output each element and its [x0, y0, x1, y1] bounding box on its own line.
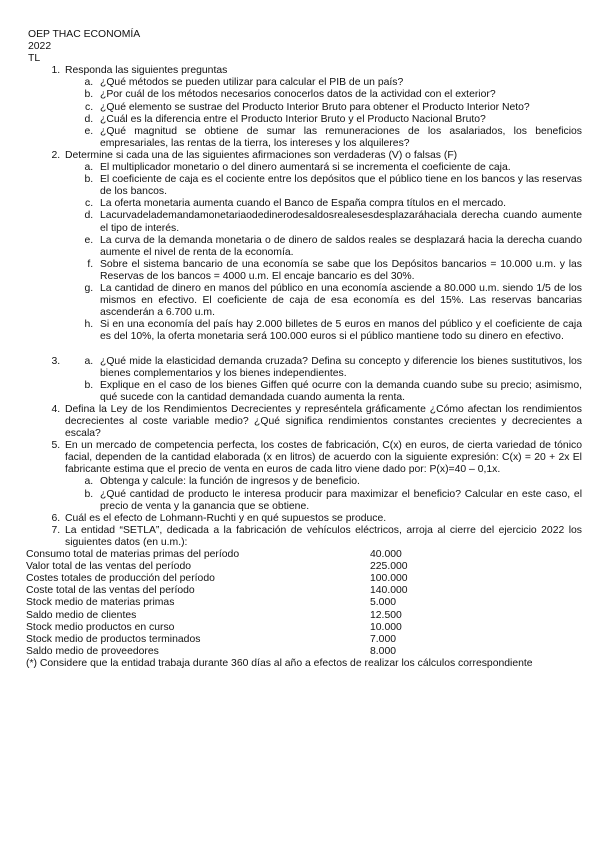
table-row — [26, 561, 408, 573]
question-4: 4. Defina la Ley de los Rendimientos Decrecientes y represéntela gráficamente ¿Cómo afectan los rendimientos decrecientes al coste variable medio? ¿Qué significa rendimientos constantes crecientes y decrecientes a escala? — [63, 404, 582, 440]
q5-item-a: a. Obtenga y calcule: la función de ingresos y de beneficio. — [96, 476, 582, 488]
row-label: Valor total de las ventas del período — [26, 561, 192, 573]
question-3 — [63, 343, 582, 403]
question-5-text: 5. En un mercado de competencia perfecta, los costes de fabricación, C(x) en euros, de cierta variedad de tónico facial, dependen de la cantidad elaborada (x en litros) de acuerdo con la siguiente expresión: C(x) = 20 + 2x El fabricante estima que el precio de venta en euros de cada litro viene dado por: P(x)=40 – 0,1x. — [65, 440, 582, 476]
row-label: Stock medio de materias primas — [26, 597, 175, 609]
question-2-subitems — [65, 162, 582, 343]
q2-item-d: d. Lacurvadelademandamonetariaodedinerodesaldosrealesesdesplazaráhaciala derecha cuando aumente el tipo de interés. — [96, 210, 582, 234]
q2-item-b: b. El coeficiente de caja es el cociente entre los depósitos que el público tiene en los bancos y las reservas de los bancos. — [96, 174, 582, 198]
question-1-subitems — [65, 77, 582, 150]
row-label: Saldo medio de clientes — [26, 609, 137, 621]
q2-item-e: e. La curva de la demanda monetaria o de dinero de saldos reales se desplazará hacia la derecha cuando aumente el nivel de renta de la economía. — [96, 235, 582, 259]
header-year: 2022 — [28, 41, 52, 53]
header-code: TL — [28, 53, 41, 65]
footnote: (*) Considere que la entidad trabaja durante 360 días al año a efectos de realizar los cálculos correspondiente — [26, 657, 533, 669]
q2-item-f: f. Sobre el sistema bancario de una economía se sabe que los Depósitos bancarios = 10.000 u.m. y las Reservas de los bancos = 4000 u.m. El encaje bancario es del 30%. — [96, 259, 582, 283]
q1-item-d: d. ¿Cuál es la diferencia entre el Producto Interior Bruto y el Producto Nacional Bruto? — [96, 114, 582, 126]
q3-item-b: b. Explique en el caso de los bienes Giffen qué ocurre con la demanda cuando sube su precio; asimismo, qué sucede con la cantidad demandada cuando aumenta la renta. — [96, 380, 582, 404]
table-row — [26, 610, 408, 622]
question-1-text: Responda las siguientes preguntas — [65, 65, 228, 77]
row-label: Saldo medio de proveedores — [26, 645, 159, 657]
row-value: 8.000 — [370, 645, 397, 657]
q1-item-a: a. ¿Qué métodos se pueden utilizar para calcular el PIB de un país? — [96, 77, 582, 89]
row-value: 225.000 — [370, 561, 408, 573]
table-row — [26, 573, 408, 585]
row-value: 40.000 — [370, 549, 402, 561]
row-label: Consumo total de materias primas del período — [26, 549, 240, 561]
table-row — [26, 597, 408, 609]
q1-item-e: e. ¿Qué magnitud se obtiene de sumar las remuneraciones de los asalariados, los beneficios empresariales, las rentas de la tierra, los intereses y los alquileres? — [96, 126, 582, 150]
q1-item-c: c. ¿Qué elemento se sustrae del Producto Interior Bruto para obtener el Producto Interior Neto? — [96, 102, 582, 114]
q2-item-h: h. Si en una economía del país hay 2.000 billetes de 5 euros en manos del público y el coeficiente de caja es del 10%, la oferta monetaria será 100.000 euros si el público mantiene todo su dinero en efectivo. — [96, 319, 582, 343]
q2-item-g: g. La cantidad de dinero en manos del público en una economía asciende a 80.000 u.m. siendo 1/5 de los mismos en efectivo. El coeficiente de caja de esa economía es del 15%. Las reservas bancarias ascenderán a 6.700 u.m. — [96, 283, 582, 319]
row-value: 140.000 — [370, 585, 408, 597]
row-label: Costes totales de producción del período — [26, 573, 215, 585]
question-6: 6. Cuál es el efecto de Lohmann-Ruchti y en qué supuestos se produce. — [63, 513, 582, 525]
q3-item-a: a. 3. ¿Qué mide la elasticidad demanda cruzada? Defina su concepto y diferencie los bienes sustitutivos, los bienes complementarios y los bienes independientes. — [96, 356, 582, 380]
question-3-subitems — [65, 356, 582, 404]
question-5 — [63, 440, 582, 513]
question-5-subitems — [65, 476, 582, 512]
row-value: 5.000 — [370, 597, 397, 609]
row-value: 12.500 — [370, 609, 402, 621]
row-value: 7.000 — [370, 633, 397, 645]
table-row — [26, 585, 408, 597]
question-2-text: Determine si cada una de las siguientes afirmaciones son verdaderas (V) o falsas (F) — [65, 149, 458, 161]
row-label: Coste total de las ventas del período — [26, 585, 195, 597]
q1-item-b: b. ¿Por cuál de los métodos necesarios conocerlos datos de la actividad con el exterior? — [96, 89, 582, 101]
question-2 — [63, 150, 582, 344]
table-row — [26, 646, 408, 658]
table-row — [26, 622, 408, 634]
row-label: Stock medio de productos terminados — [26, 633, 201, 645]
q5-item-b: b. ¿Qué cantidad de producto le interesa producir para maximizar el beneficio? Calcular en este caso, el precio de venta y la ganancia que se obtiene. — [96, 489, 582, 513]
table-row — [26, 549, 408, 561]
question-1 — [63, 65, 582, 150]
table-row — [26, 634, 408, 646]
question-7: 7. La entidad “SETLA”, dedicada a la fabricación de vehículos eléctricos, arroja al cierre del ejercicio 2022 los siguientes datos (en u.m.): — [63, 525, 582, 549]
header-title: OEP THAC ECONOMÍA — [28, 29, 141, 40]
q2-item-c: c. La oferta monetaria aumenta cuando el Banco de España compra títulos en el mercado. — [96, 198, 582, 210]
row-label: Stock medio productos en curso — [26, 621, 175, 633]
q2-item-a: a. El multiplicador monetario o del dinero aumentará si se incrementa el coeficiente de caja. — [96, 162, 582, 174]
row-value: 10.000 — [370, 621, 402, 633]
financial-data-table — [26, 549, 408, 658]
questions-list — [28, 65, 582, 549]
row-value: 100.000 — [370, 573, 408, 585]
